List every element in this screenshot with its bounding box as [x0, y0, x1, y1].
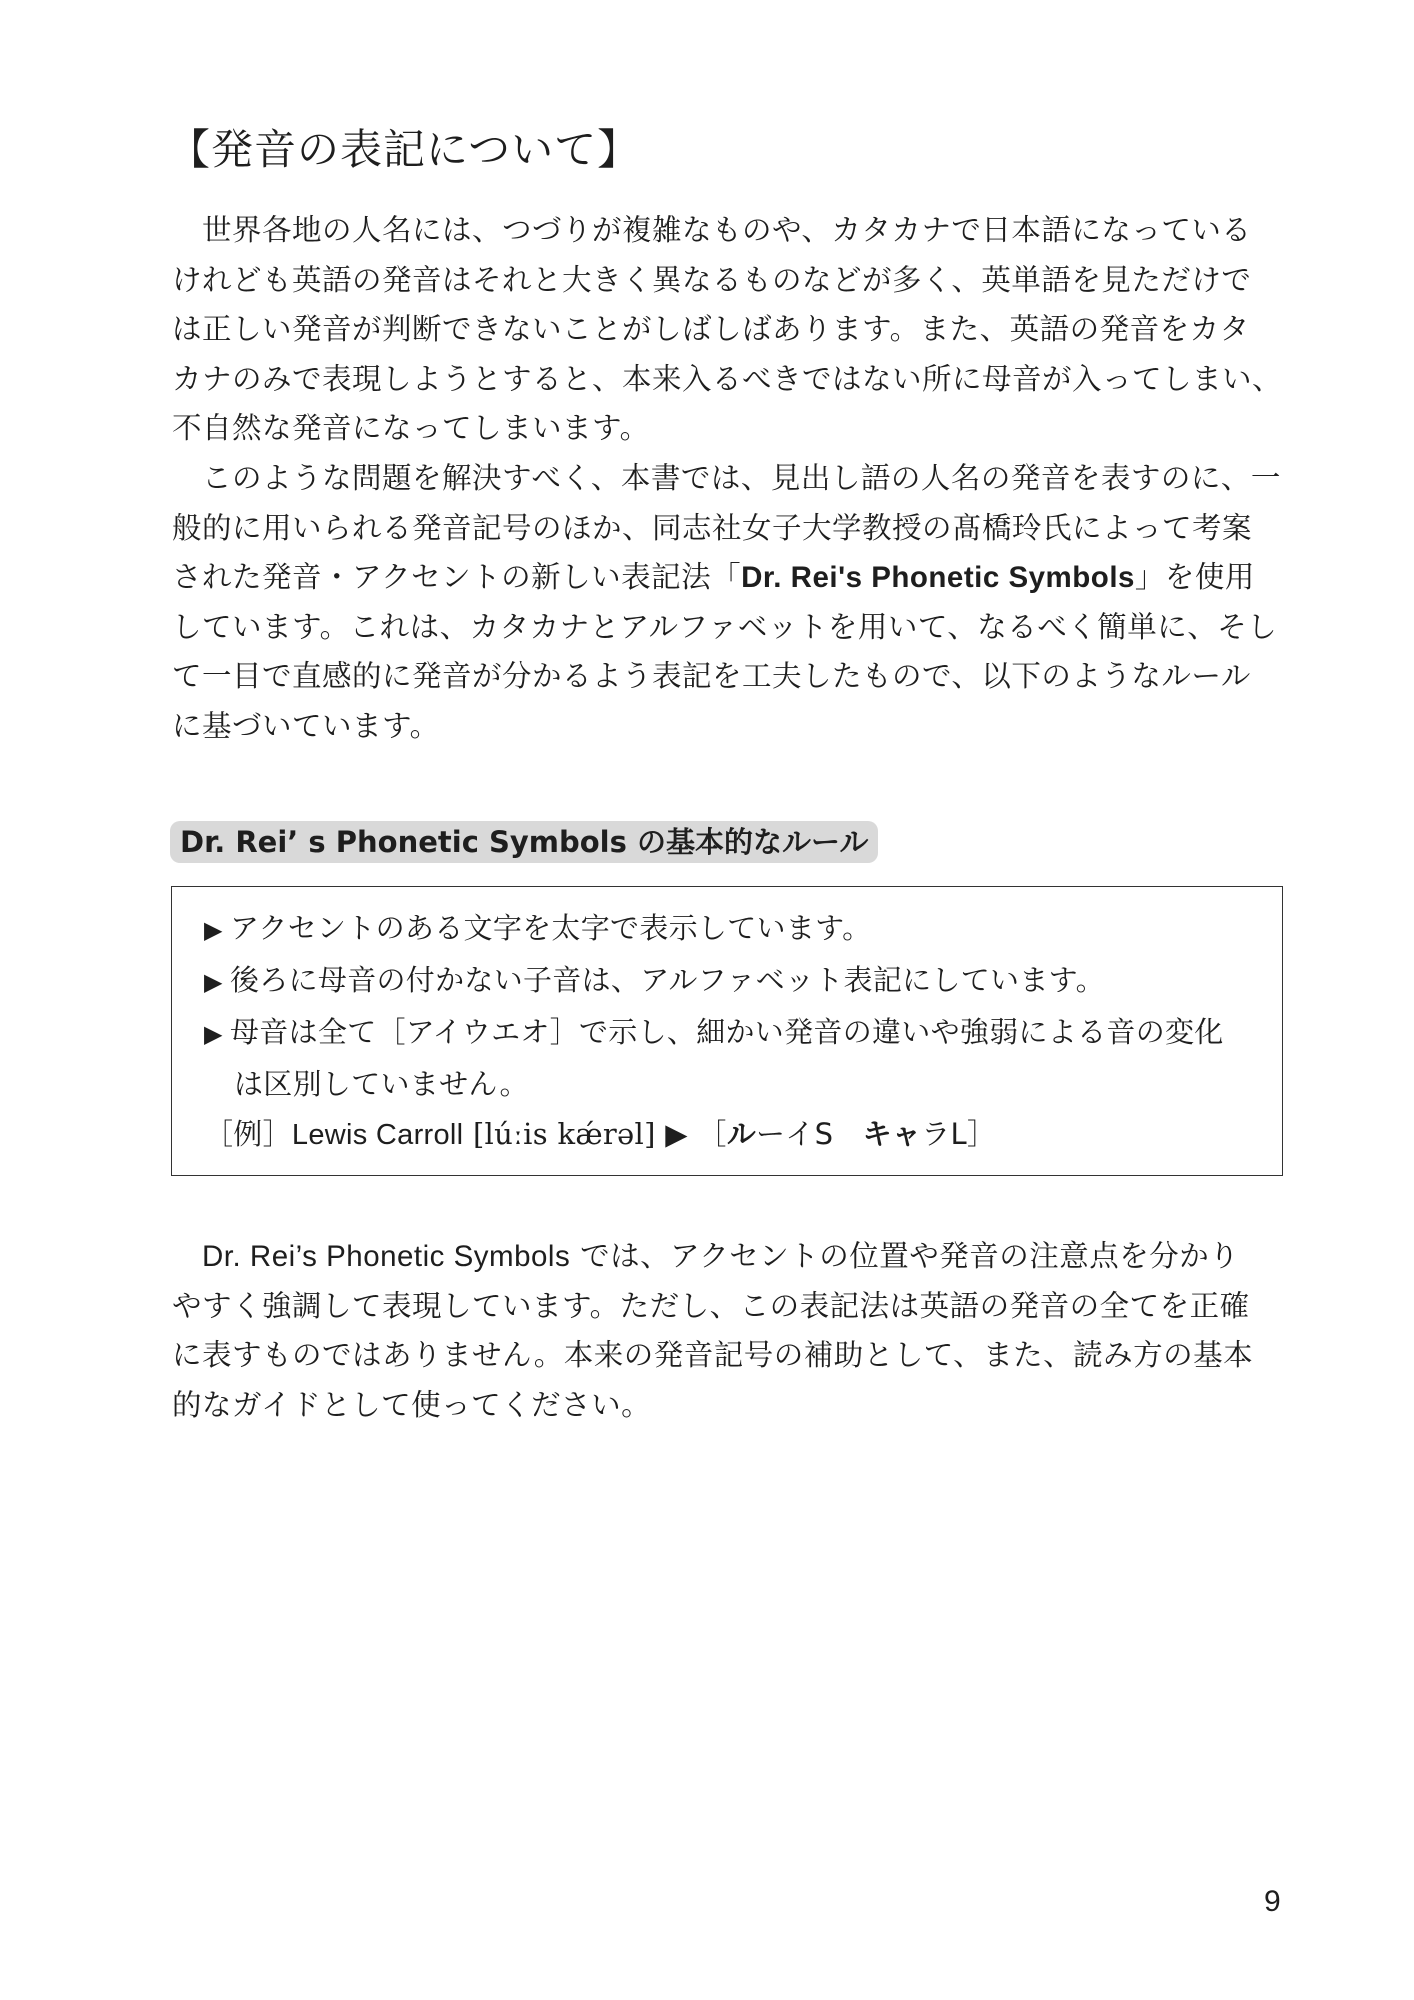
paragraph-line: 世界各地の人名には、つづりが複雑なものや、カタカナで日本語になっている [202, 213, 1252, 247]
paragraph-text: では、アクセントの位置や発音の注意点を分かり [570, 1239, 1240, 1273]
triangle-bullet-icon: ▶ [204, 1020, 223, 1048]
example-text: ーイS [756, 1117, 863, 1151]
paragraph-line: に基づいています。 [172, 708, 440, 743]
rule-item [204, 903, 1224, 955]
rule-item [204, 955, 1224, 1007]
method-paragraph [172, 454, 1298, 751]
paragraph-line: やすく強調して表現しています。ただし、この表記法は英語の発音の全てを正確 [172, 1288, 1250, 1323]
example-ipa: [lúːis kǽrəl] [472, 1117, 656, 1151]
example-name: Lewis Carroll [291, 1119, 464, 1151]
rule-item-continuation: は区別していません。 [234, 1067, 529, 1101]
paragraph-line: しています。これは、カタカナとアルファベットを用いて、なるべく簡単に、そし [172, 609, 1278, 644]
paragraph-line: 般的に用いられる発音記号のほか、同志社女子大学教授の髙橋玲氏によって考案 [172, 510, 1253, 545]
example-arrow-icon: ▶ [665, 1117, 688, 1151]
paragraph-text: された発音・アクセントの新しい表記法「 [172, 560, 742, 594]
paragraph-line: 不自然な発音になってしまいます。 [172, 411, 650, 445]
closing-paragraph [172, 1232, 1298, 1430]
system-name-emphasis: Dr. Rei's Phonetic Symbols [741, 561, 1135, 594]
rules-heading [170, 821, 878, 863]
example-accent: キャ [862, 1117, 922, 1151]
system-name: Dr. Rei’s Phonetic Symbols [202, 1240, 571, 1273]
paragraph-line: けれども英語の発音はそれと大きく異なるものなどが多く、英単語を見ただけで [172, 262, 1252, 297]
rule-text: 後ろに母音の付かない子音は、アルファベット表記にしています。 [230, 963, 1105, 997]
triangle-bullet-icon: ▶ [204, 916, 223, 944]
paragraph-line [172, 553, 1298, 603]
paragraph-text: 」を使用 [1134, 560, 1255, 594]
example-label: ［例］ [204, 1117, 292, 1151]
rules-heading-text: Dr. Rei’ s Phonetic Symbols の基本的なルール [180, 825, 869, 859]
page-number: 9 [1264, 1885, 1281, 1918]
paragraph-line: に表すものではありません。本来の発音記号の補助として、また、読み方の基本 [172, 1338, 1254, 1372]
rule-text: アクセントのある文字を太字で表示しています。 [230, 911, 872, 945]
rules-box [171, 886, 1283, 1176]
example-accent: ル [726, 1117, 756, 1151]
paragraph-line [172, 1232, 1298, 1282]
page-title: 【発音の表記について】 [168, 125, 641, 174]
paragraph-line: は正しい発音が判断できないことがしばしばあります。また、英語の発音をカタ [172, 312, 1250, 346]
rules-list [204, 903, 1224, 1160]
rule-item [204, 1007, 1224, 1059]
intro-paragraph [172, 206, 1298, 454]
paragraph-line: て一目で直感的に発音が分かるよう表記を工夫したもので、以下のようなルール [172, 659, 1251, 693]
paragraph-line: このような問題を解決すべく、本書では、見出し語の人名の発音を表すのに、一 [202, 461, 1281, 495]
example-text: ラL］ [921, 1117, 997, 1151]
example-bracket: ［ [697, 1117, 727, 1151]
rule-example [204, 1109, 1224, 1160]
triangle-bullet-icon: ▶ [204, 968, 223, 996]
paragraph-line: 的なガイドとして使ってください。 [172, 1387, 652, 1422]
paragraph-line: カナのみで表現しようとすると、本来入るべきではない所に母音が入ってしまい、 [172, 361, 1283, 396]
rule-text: 母音は全て［アイウエオ］で示し、細かい発音の違いや強弱による音の変化 [230, 1015, 1224, 1049]
